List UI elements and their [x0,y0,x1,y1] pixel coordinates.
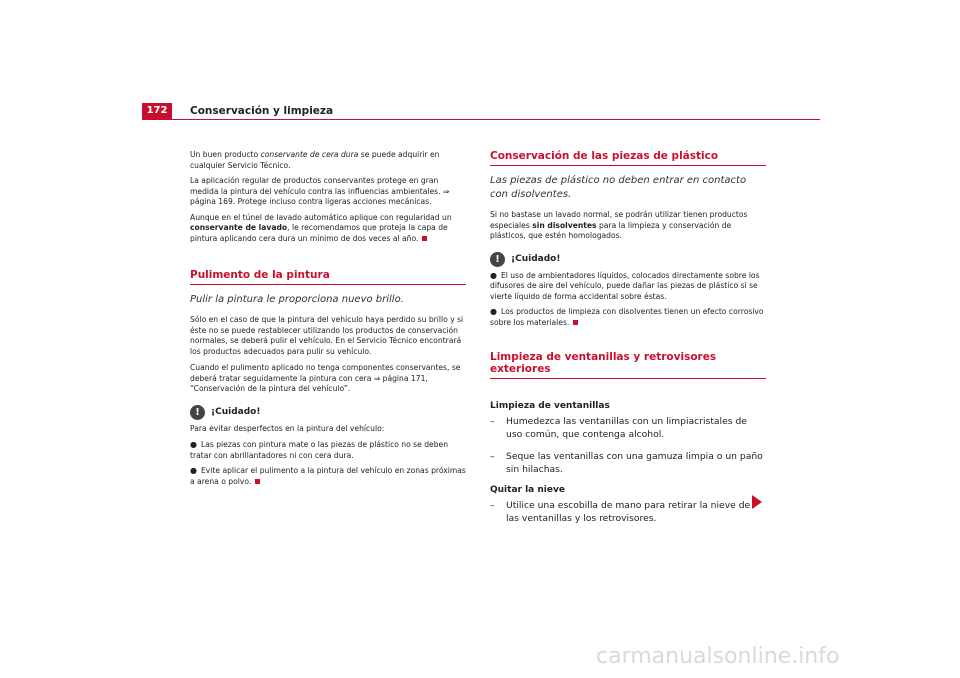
dash-marker: – [490,451,495,462]
warning-bullet [490,271,766,303]
end-of-section-mark [573,320,578,325]
section-title: Limpieza de ventanillas y retrovisores exteriores [490,351,766,379]
warning-title: ¡Cuidado! [511,254,561,264]
bold-text: conservante de lavado [190,223,288,232]
bullet-icon: ● [190,440,197,449]
warning-bullet [190,466,466,487]
section-title: Conservación de las piezas de plástico [490,150,766,166]
next-page-arrow-icon[interactable] [752,495,762,509]
bullet-text: Las piezas con pintura mate o las piezas de plástico no se deben tratar con abrillantadores ni con cera dura. [190,440,449,460]
bullet-text: Evite aplicar el pulimento a la pintura del vehículo en zonas próximas a arena o polvo. [190,466,466,486]
dash-marker: – [490,416,495,427]
bullet-icon: ● [490,270,497,280]
right-column [490,150,766,534]
running-title: Conservación y limpieza [190,105,334,117]
text-span: para la limpieza y conservación de plásticos, que estén homologados. [490,220,732,240]
text-span: se puede adquirir en cualquier Servicio Técnico. [190,150,440,170]
bold-text: sin disolventes [532,220,597,230]
subheading: Quitar la nieve [490,485,565,495]
list-item [490,415,766,441]
text-span: , le recomendamos que proteja la capa de pintura aplicando cera dura un mínimo de dos veces al año. [190,223,448,243]
emphasis-text: conservante de cera dura [260,150,359,159]
text-span: Aunque en el túnel de lavado automático aplique con regularidad un [190,212,452,222]
page-number: 172 [142,103,172,119]
exclamation-circle-icon: ! [190,405,205,420]
bullet-icon: ● [490,307,497,316]
bullet-text: El uso de ambientadores líquidos, colocados directamente sobre los difusores de aire del vehículo, puede dañar las piezas de plástico si se vierte líquido de forma accidental sobre éstas. [490,270,760,301]
warning-bullet [190,440,466,461]
left-column [190,150,466,492]
body-paragraph [490,210,766,242]
bullet-icon: ● [190,466,197,475]
section-subtitle: Pulir la pintura le proporciona nuevo brillo. [190,294,404,305]
exclamation-circle-icon: ! [490,252,505,267]
section-subtitle: Las piezas de plástico no deben entrar en contacto con disolventes. [490,175,747,200]
intro-paragraph-3 [190,213,466,245]
list-item-text: Humedezca las ventanillas con un limpiacristales de uso común, que contenga alcohol. [506,416,747,440]
end-of-section-mark [255,479,260,484]
warning-header [490,252,766,267]
list-item [490,450,766,476]
warning-title: ¡Cuidado! [211,407,261,417]
end-of-section-mark [422,236,427,241]
body-paragraph-2: Cuando el pulimento aplicado no tenga componentes conservantes, se deberá tratar seguidamente la pintura con cera ⇒ página 171, “Conservación de la pintura del vehículo”. [190,363,461,393]
bullet-text: Los productos de limpieza con disolventes tienen un efecto corrosivo sobre los materiales. [490,307,764,327]
warning-header [190,405,466,420]
watermark: carmanualsonline.info [596,644,840,669]
intro-paragraph-1 [190,150,466,171]
list-item-text: Seque las ventanillas con una gamuza limpia o un paño sin hilachas. [506,451,763,475]
body-paragraph-1: Sólo en el caso de que la pintura del vehículo haya perdido su brillo y si éste no se puede restablecer utilizando los productos de conservación normales, se deberá pulir el vehículo. En el Servicio Técnico encontrará los productos adecuados para pulir su vehículo. [190,315,464,356]
warning-intro: Para evitar desperfectos en la pintura del vehículo: [190,423,385,433]
warning-bullet [490,307,766,328]
intro-paragraph-2: La aplicación regular de productos conservantes protege en gran medida la pintura del vehículo contra las influencias ambientales. ⇒ página 169. Protege incluso contra ligeras acciones mecánicas. [190,176,450,206]
list-item [490,499,766,525]
text-span: Si no bastase un lavado normal, se podrán utilizar tienen productos especiales [490,210,748,230]
section-title: Pulimento de la pintura [190,269,466,285]
list-item-text: Utilice una escobilla de mano para retirar la nieve de las ventanillas y los retrovisores. [506,500,751,524]
subheading: Limpieza de ventanillas [490,401,610,411]
dash-marker: – [490,500,495,511]
text-span: Un buen producto [190,150,261,159]
